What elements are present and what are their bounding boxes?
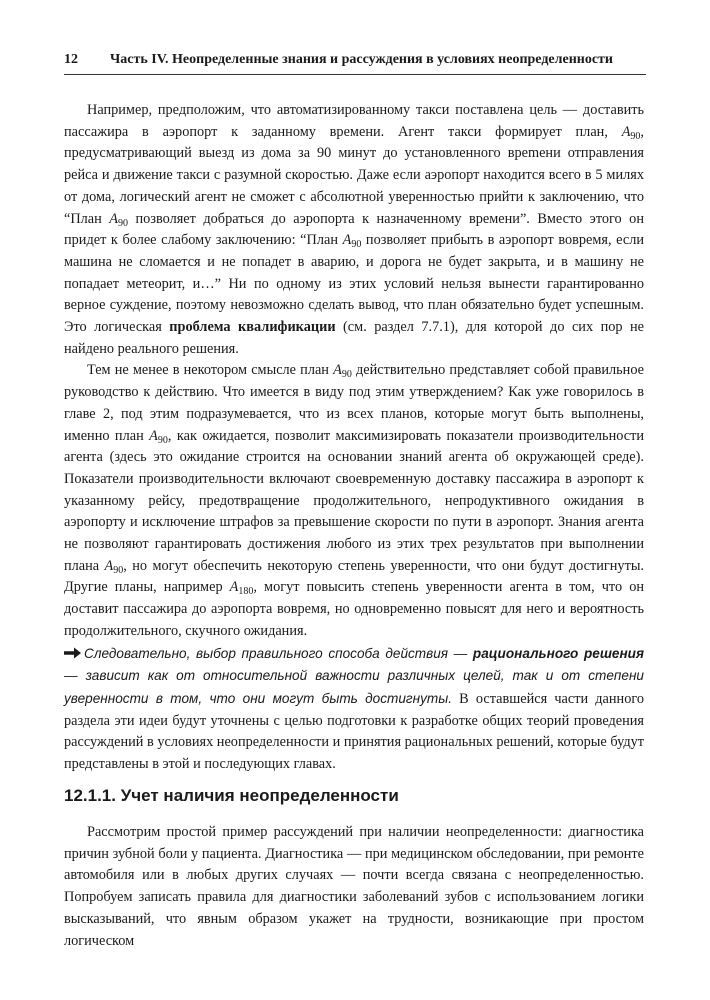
- main-text: [64, 100, 644, 776]
- section-text: [64, 822, 644, 952]
- paragraph-diagnosis: Рассмотрим простой пример рассуждений при наличии неопределенности: диагностика причин зубной боли у пациента. Диагностика — при медицинском обследовании, при ремонте автомобиля или в любых других случаях — почти всегда связана с неопределенностью. Попробуем записать правила для диагностики заболеваний зубов с использованием логики высказываний, что явным образом укажет на трудности, возникающие при простом логическом: [64, 824, 644, 949]
- running-title: Часть IV. Неопределенные знания и рассуждения в условиях неопределенности: [110, 52, 613, 67]
- header-rule: [64, 74, 646, 75]
- section-heading: 12.1.1. Учет наличия неопределенности: [64, 786, 399, 805]
- paragraph-rational-plan: Тем не менее в некотором смысле план $A_{90}$ действительно представляет собой правильное руководство к действию. Что имеется в виду под этим утверждением? Как уже говорилось в главе 2, под этим подразумевается, что из всех планов, которые могут быть выполнены, именно план $A_{90}$, как ожидается, позволит максимизировать показатели производительности агента (здесь это ожидание строится на основании знаний агента об окружающей среде). Показатели производительности включают своевременную доставку пассажира в аэропорт к указанному рейсу, предотвращение продолжительного, непродуктивного ожидания в аэропорту и исключение штрафов за превышение скорости по пути в аэропорт. Знания агента не позволяют гарантировать достижения любого из этих трех результатов при выполнении плана $A_{90}$, но могут обеспечить некоторую степень уверенности, что они будут достигнуты. Другие планы, например $A_{180}$, могут повысить степень уверенности агента в том, что он доставит пассажира до аэропорта вовремя, но одновременно повысят для него и вероятность продолжительного, скучного ожидания. Следовательно, выбор правильного способа действия — рационального решения — зависит как от относительной важности различных целей, так и от степени уверенности в том, что они могут быть достигнуты. В оставшейся части данного раздела эти идеи будут уточнены с целью подготовки к разработке общих теорий проведения рассуждений в условиях неопределенности и принятия рациональных решений, которые будут представлены в этой и последующих главах.: [64, 362, 644, 773]
- running-header: [64, 52, 646, 72]
- page-number: 12: [64, 52, 78, 67]
- arrow-right-icon: [64, 647, 81, 659]
- term-qualification-problem: проблема квалификации: [169, 319, 336, 336]
- key-point-highlight: Следовательно, выбор правильного способа действия — рационального решения — зависит как от относительной важности различных целей, так и от степени уверенности в том, что они могут быть достигнуты.: [64, 645, 644, 706]
- paragraph-taxi-plan: Например, предположим, что автоматизированному такси поставлена цель — доставить пассажира в аэропорт к заданному времени. Агент такси формирует план, $A_{90}$, предусматривающий выезд из дома за 90 минут до установленного вреmени отправления рейса и движение такси с разумной скоростью. Даже если аэропорт находится всего в 5 милях от дома, логический агент не сможет с абсолютной уверенностью прийти к заключению, что “План $A_{90}$ позволяет добраться до аэропорта к назначенному времени”. Вместо этого он придет к более слабому заключению: “План $A_{90}$ позволяет прибыть в аэропорт вовремя, если машина не сломается и не попадет в аварию, и дорога не будет закрыта, и в машину не попадает метеорит, и…” Ни по одному из этих условий нельзя вынести гарантированно верное суждение, поэтому невозможно сделать вывод, что план обязательно будет успешным. Это логическая проблема квалификации (см. раздел 7.7.1), для которой до сих пор не найдено реального решения.: [64, 102, 644, 357]
